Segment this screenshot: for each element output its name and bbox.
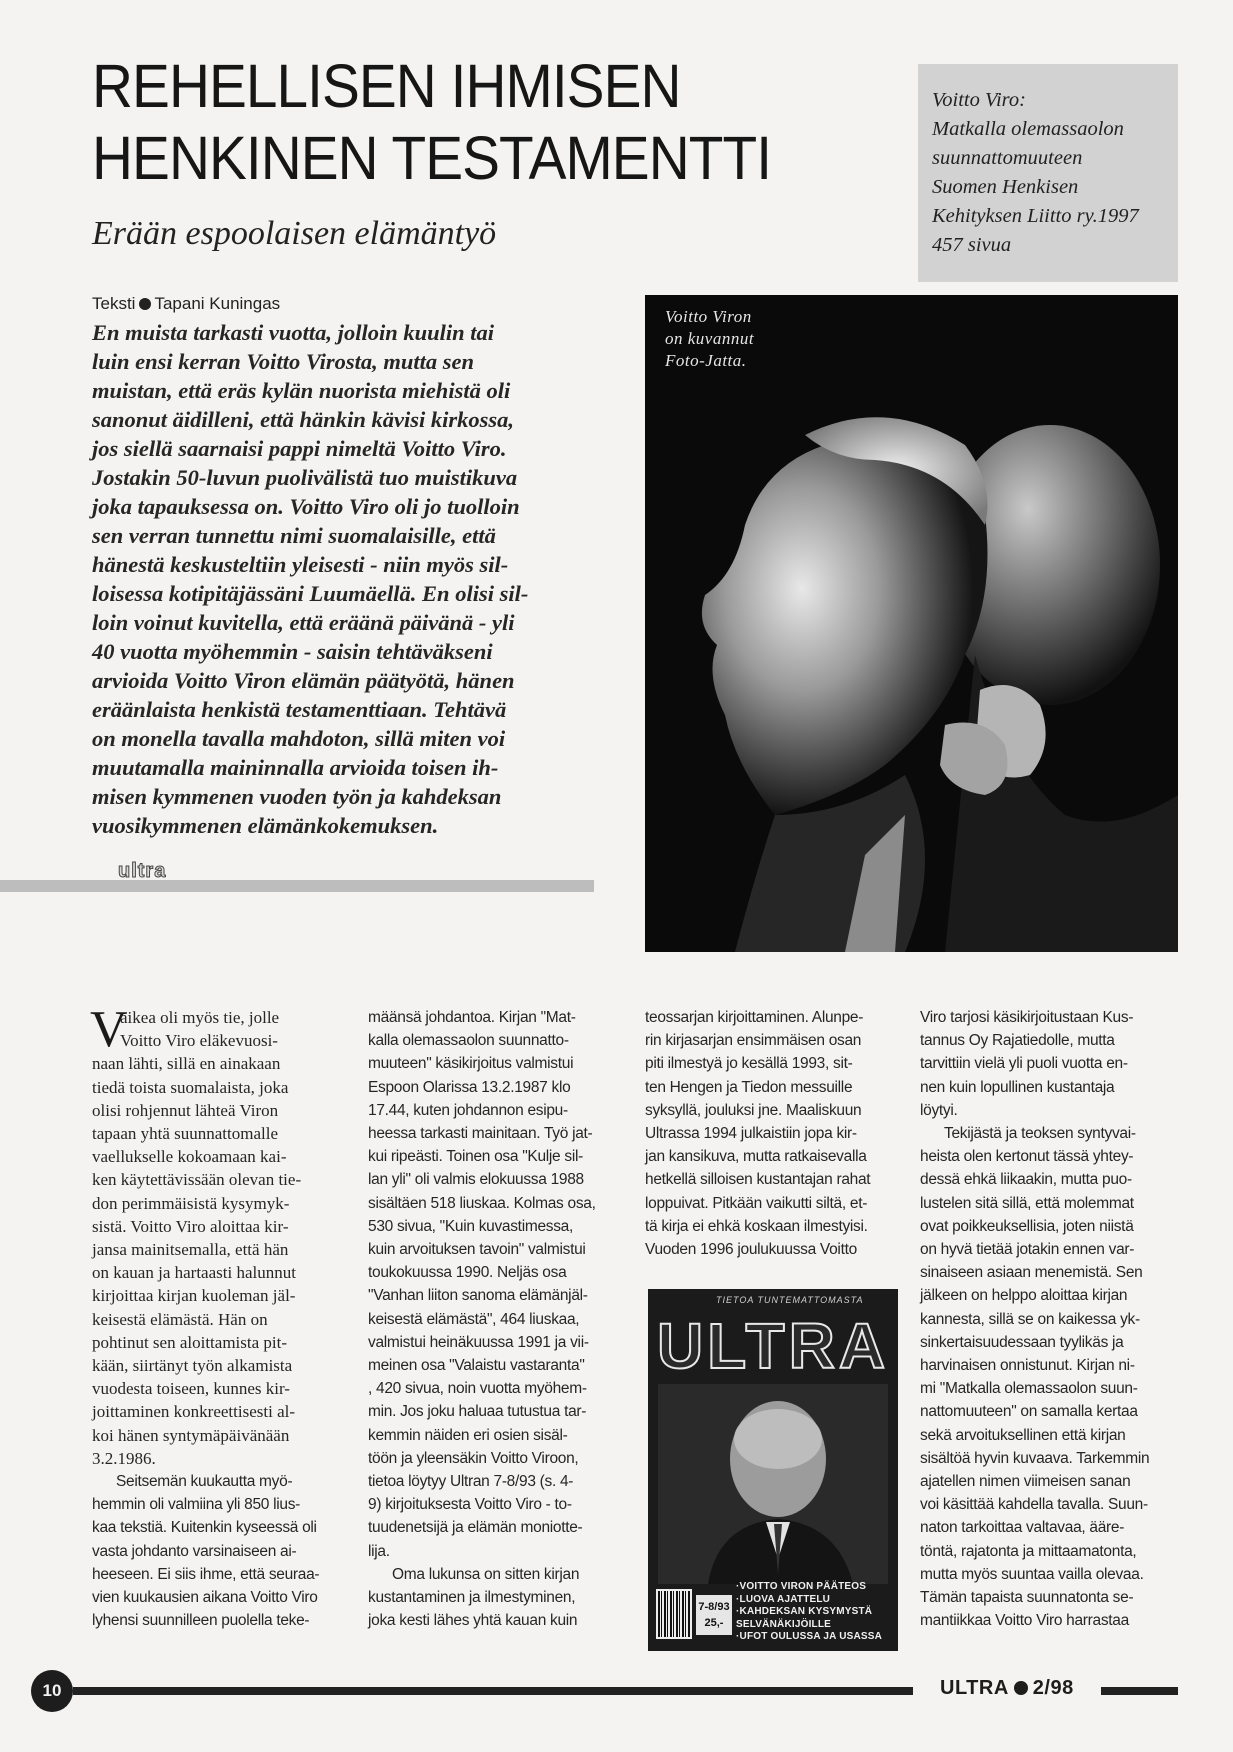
text-line: sekä arvoituksellinen että kirjan xyxy=(920,1426,1126,1444)
photo-caption xyxy=(665,306,754,372)
text-line: tiedä toista suomalaista, joka xyxy=(92,1077,289,1097)
text-line: 3.2.1986. xyxy=(92,1448,156,1468)
ultra-tag: ultra xyxy=(118,860,167,882)
dropcap-line xyxy=(90,1001,342,1058)
text-line: sinkertaisuudessaan tyylikäs ja xyxy=(920,1333,1124,1351)
text-line: meinen osa "Valaistu vastaranta" xyxy=(368,1357,585,1375)
text-line: voi käsittää kahdella tavalla. Suun- xyxy=(920,1496,1148,1514)
lead-line: misen kymmenen vuoden työn ja kahdeksan xyxy=(92,784,502,809)
book-info-box xyxy=(918,64,1178,282)
text-line: don perimmäisistä kysymyk- xyxy=(92,1193,290,1213)
caption-line: on kuvannut xyxy=(665,329,755,348)
book-info-line: 457 sivua xyxy=(932,234,1012,256)
text-line: koi hänen syntymäpäivänään xyxy=(92,1425,290,1445)
text-line: teossarjan kirjoittaminen. Alunpe- xyxy=(645,1009,864,1026)
text-line: Ultrassa 1994 julkaistiin jopa kir- xyxy=(645,1125,857,1143)
text-line: on hyvä tietää jotakin ennen var- xyxy=(920,1241,1135,1259)
text-line: nattomuuteen" on samalla kertaa xyxy=(920,1403,1138,1421)
text-line: hemmin oli valmiina yli 850 lius- xyxy=(92,1496,301,1514)
book-info-line: Voitto Viro: xyxy=(932,89,1026,111)
lead-paragraph xyxy=(92,318,602,840)
text-line: vien kuukausien aikana Voitto Viro xyxy=(92,1589,318,1607)
text-line: töön ja yleensäkin Voitto Viroon, xyxy=(368,1449,579,1467)
lead-line: loisessa kotipitäjässäni Luumäellä. En olisi sil- xyxy=(92,581,529,606)
caption-line: Voitto Viron xyxy=(665,307,752,326)
text-line: lija. xyxy=(368,1542,390,1560)
text-line: ten Hengen ja Tiedon messuille xyxy=(645,1078,853,1096)
text-line: mantiikkaa Voitto Viro harrastaa xyxy=(920,1612,1129,1630)
text-line: kään, siirtänyt työn alkamista xyxy=(92,1356,293,1376)
text-line: töntä, rajatonta ja mittaamatonta, xyxy=(920,1542,1137,1560)
text-line: olisi rohjennut lähteä Viron xyxy=(92,1100,279,1120)
text-line: kirjoittaa kirjan kuoleman jäl- xyxy=(92,1286,296,1306)
text-line: vuodesta toiseen, kunnes kir- xyxy=(92,1379,290,1399)
cover-price-box xyxy=(696,1595,732,1635)
text-line: jansa mainitsemalla, että hän xyxy=(92,1240,289,1260)
lead-line: vuosikymmenen elämänkokemuksen. xyxy=(92,813,439,838)
lead-line: eräänlaista henkistä testamenttiaan. Tehtävä xyxy=(92,697,507,722)
text-line: dessä ehkä liikaakin, mutta puo- xyxy=(920,1171,1132,1189)
text-line: jälkeen on helppo aloittaa kirjan xyxy=(920,1287,1128,1305)
text-line: ken käytettävissään olevan tie- xyxy=(92,1170,302,1190)
text-line: sistä. Voitto Viro aloittaa kir- xyxy=(92,1216,289,1236)
text-line: löytyi. xyxy=(920,1101,958,1119)
book-info-line: Matkalla olemassaolon xyxy=(932,118,1124,140)
text-line: tä kirja ei ehkä koskaan ilmestyisi. xyxy=(645,1217,868,1235)
byline xyxy=(92,294,280,314)
lead-line: jos siellä saarnaisi pappi nimeltä Voitto Viro. xyxy=(92,436,507,461)
dropcap-letter: V xyxy=(90,1001,128,1058)
text-line: nen kuin lopullinen kustantaja xyxy=(920,1078,1115,1096)
text-line: ovat poikkeuksellisia, joten niistä xyxy=(920,1217,1134,1235)
text-line: heeseen. Ei siis ihme, että seuraa- xyxy=(92,1565,320,1583)
text-line: 9) kirjoituksesta Voitto Viro - to- xyxy=(368,1496,572,1514)
section-divider-bar xyxy=(0,880,594,892)
text-line: sisältöä hyvin kuvaava. Tarkemmin xyxy=(920,1449,1150,1467)
lead-line: hänestä keskusteltiin yleisesti - niin myös sil- xyxy=(92,552,509,577)
lead-line: 40 vuotta myöhemmin - saisin tehtäväkseni xyxy=(92,639,493,664)
lead-line: muutamalla maininnalla arvioida toisen ih- xyxy=(92,755,499,780)
bullet-icon xyxy=(1014,1681,1028,1695)
lead-line: Jostakin 50-luvun puolivälistä tuo muistikuva xyxy=(92,465,518,490)
body-column-4 xyxy=(920,1006,1178,1646)
lead-line: loin voinut kuvitella, että eräänä päivänä - yli xyxy=(92,610,515,635)
text-line: mutta myös suuntaa vailla olevaa. xyxy=(920,1565,1144,1583)
caption-line: Foto-Jatta. xyxy=(665,351,747,370)
text-line: joittaminen konkreettisesti al- xyxy=(92,1402,296,1422)
text-line: 530 sivua, "Kuin kuvastimessa, xyxy=(368,1217,573,1235)
page-number: 10 xyxy=(31,1670,73,1712)
lead-line: luin ensi kerran Voitto Virosta, mutta sen xyxy=(92,349,474,374)
body-column-2 xyxy=(368,1006,618,1646)
text-line: naan lähti, sillä en ainakaan xyxy=(92,1054,281,1074)
text-line: kemmin näiden eri osien sisäl- xyxy=(368,1426,568,1444)
text-line: vasta johdanto varsinaiseen ai- xyxy=(92,1542,297,1560)
text-line: Espoon Olarissa 13.2.1987 klo xyxy=(368,1078,571,1096)
cover-portrait xyxy=(648,1384,898,1584)
magazine-cover-image xyxy=(648,1289,898,1651)
lead-line: joka tapauksessa on. Voitto Viro oli jo tuolloin xyxy=(92,494,520,519)
lead-line: muistan, että eräs kylän nuorista miehistä oli xyxy=(92,378,511,403)
text-line: tarvittiin vielä yli puoli vuotta en- xyxy=(920,1055,1128,1073)
book-info-line: Suomen Henkisen xyxy=(932,176,1079,198)
text-line: syksyllä, jouluksi jne. Maaliskuun xyxy=(645,1101,862,1119)
lead-line: sen verran tunnettu nimi suomalaisille, että xyxy=(92,523,496,548)
text-line: tapaan yhtä suunnattomalle xyxy=(92,1124,278,1144)
cover-price: 25,- xyxy=(704,1617,724,1629)
book-info-line: suunnattomuuteen xyxy=(932,147,1083,169)
text-line: mi "Matkalla olemassaolon suun- xyxy=(920,1380,1138,1398)
text-line: min. Jos joku haluaa tutustua tar- xyxy=(368,1403,587,1421)
cover-headline: SELVÄNÄKIJÖILLE xyxy=(736,1618,832,1630)
text-line: lyhensi suunnilleen puolella teke- xyxy=(92,1612,310,1630)
portrait-photo xyxy=(645,295,1178,952)
text-line: Viro tarjosi käsikirjoitustaan Kus- xyxy=(920,1009,1134,1026)
barcode-icon xyxy=(656,1589,692,1639)
text-line: 17.44, kuten johdannon esipu- xyxy=(368,1101,568,1119)
cover-logo: ULTRA xyxy=(656,1310,890,1382)
text-line: piti ilmestyä jo kesällä 1993, sit- xyxy=(645,1055,853,1073)
text-line: vaellukselle kokoamaan kai- xyxy=(92,1147,287,1167)
text-line: Tekijästä ja teoksen syntyvai- xyxy=(944,1125,1136,1143)
text-line: kuin arvoituksen tavoin" valmistui xyxy=(368,1241,586,1259)
book-info-line: Kehityksen Liitto ry.1997 xyxy=(932,205,1139,227)
text-line: kannesta, sillä se on kaikessa yk- xyxy=(920,1310,1140,1328)
portrait-illustration xyxy=(645,295,1178,952)
text-line: sinaiseen asiaan menemistä. Sen xyxy=(920,1264,1143,1282)
subtitle: Erään espoolaisen elämäntyö xyxy=(92,215,497,252)
text-line: rin kirjasarjan ensimmäisen osan xyxy=(645,1032,862,1050)
cover-headline: ·VOITTO VIRON PÄÄTEOS xyxy=(736,1581,867,1592)
text-line: Vuoden 1996 joulukuussa Voitto xyxy=(645,1241,857,1259)
cover-issue: 7-8/93 xyxy=(698,1601,730,1613)
lead-line: sanonut äidilleni, että hänkin kävisi kirkossa, xyxy=(92,407,514,432)
text-line: kustantaminen ja ilmestyminen, xyxy=(368,1589,576,1607)
body-column-1 xyxy=(90,1001,342,1646)
headline-line-1: REHELLISEN IHMISEN xyxy=(92,52,681,120)
text-line: heessa tarkasti mainitaan. Työ jat- xyxy=(368,1125,593,1143)
text-line: Seitsemän kuukautta myö- xyxy=(116,1473,293,1491)
footer-magazine-label xyxy=(940,1677,1074,1700)
cover-headline: ·KAHDEKSAN KYSYMYSTÄ xyxy=(736,1606,873,1617)
footer-rule-right xyxy=(1101,1687,1178,1695)
text-line: on kauan ja hartaasti halunnut xyxy=(92,1263,296,1283)
bullet-icon xyxy=(139,298,151,310)
lead-line: on monella tavalla mahdoton, sillä miten voi xyxy=(92,726,506,751)
byline-label: Teksti xyxy=(92,294,136,313)
text-line: Tämän tapaista suunnatonta se- xyxy=(920,1589,1134,1607)
text-line: sisältäen 518 liuskaa. Kolmas osa, xyxy=(368,1194,596,1212)
headline xyxy=(92,50,817,194)
text-line: tietoa löytyy Ultran 7-8/93 (s. 4- xyxy=(368,1473,574,1491)
cover-headline: ·LUOVA AJATTELU xyxy=(736,1593,831,1605)
headline-line-2: HENKINEN TESTAMENTTI xyxy=(92,124,772,192)
text-line: kui ripeästi. Toinen osa "Kulje sil- xyxy=(368,1148,583,1166)
text-line: "Vanhan liiton sanoma elämänjäl- xyxy=(368,1287,588,1305)
text-line: aikea oli myös tie, jolle xyxy=(120,1008,280,1027)
text-line: Oma lukunsa on sitten kirjan xyxy=(392,1565,580,1583)
footer-rule-left xyxy=(73,1687,913,1695)
cover-headlines xyxy=(736,1581,882,1644)
cover-tagline: TIETOA TUNTEMATTOMASTA xyxy=(716,1295,864,1305)
text-line: hetkellä silloisen kustantajan rahat xyxy=(645,1171,871,1189)
text-line: joka kesti lähes yhtä kauan kuin xyxy=(368,1612,578,1630)
text-line: muuteen" käsikirjoitus valmistui xyxy=(368,1055,574,1073)
text-line: keisestä elämästä", 464 liuskaa, xyxy=(368,1310,580,1328)
text-line: kaa tekstiä. Kuitenkin kyseessä oli xyxy=(92,1519,317,1537)
text-line: loppuivat. Pitkään vaikutti siltä, et- xyxy=(645,1194,868,1212)
footer-issue: 2/98 xyxy=(1032,1677,1074,1699)
text-line: , 420 sivua, noin vuotta myöhem- xyxy=(368,1380,587,1398)
lead-line: arvioida Voitto Viron elämän päätyötä, hänen xyxy=(92,668,515,693)
text-line: tannus Oy Rajatiedolle, mutta xyxy=(920,1032,1115,1050)
text-line: heista olen kertonut tässä yhtey- xyxy=(920,1148,1134,1166)
text-line: lan yli" oli valmis elokuussa 1988 xyxy=(368,1171,584,1189)
footer-magazine: ULTRA xyxy=(940,1677,1009,1699)
text-line: keisestä elämästä. Hän on xyxy=(92,1309,268,1329)
text-line: tuudenetsijä ja elämän moniotte- xyxy=(368,1519,583,1537)
text-line: harvinaisen onnistunut. Kirjan ni- xyxy=(920,1357,1135,1375)
text-line: Voitto Viro eläkevuosi- xyxy=(120,1031,278,1051)
lead-line: En muista tarkasti vuotta, jolloin kuulin tai xyxy=(92,320,495,345)
text-line: toukokuussa 1990. Neljäs osa xyxy=(368,1264,567,1282)
body-column-3 xyxy=(645,1006,895,1276)
text-line: pohtinut sen aloittamista pit- xyxy=(92,1332,288,1352)
text-line: valmistui heinäkuussa 1991 ja vii- xyxy=(368,1333,589,1351)
text-line: kalla olemassaolon suunnatto- xyxy=(368,1032,569,1050)
text-line: naton tarkoittaa valtavaa, ääre- xyxy=(920,1519,1125,1537)
text-line: lustelen sitä sillä, että molemmat xyxy=(920,1194,1134,1212)
text-line: jan kansikuva, mutta ratkaisevalla xyxy=(645,1148,867,1166)
text-line: ajatellen nimen viimeisen sanan xyxy=(920,1473,1131,1491)
text-line: määnsä johdantoa. Kirjan "Mat- xyxy=(368,1009,576,1026)
cover-headline: ·UFOT OULUSSA JA USASSA xyxy=(736,1631,883,1642)
byline-author: Tapani Kuningas xyxy=(154,294,281,313)
